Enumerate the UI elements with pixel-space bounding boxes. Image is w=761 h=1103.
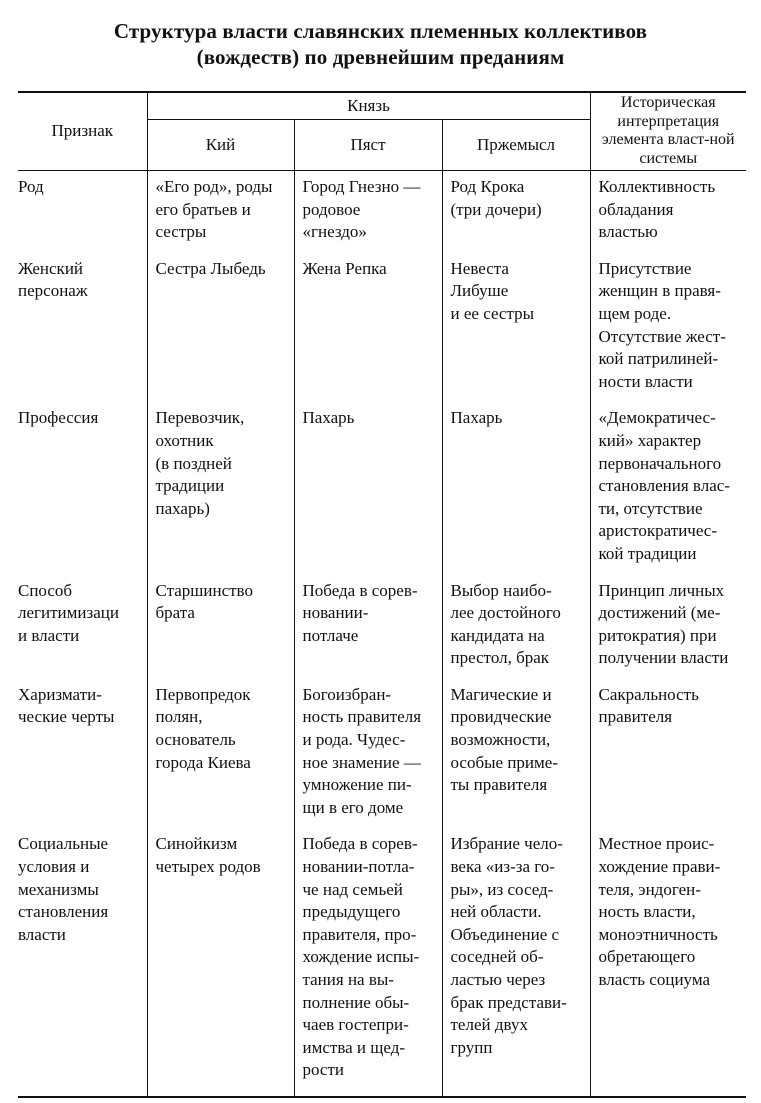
header-prince-przemysl: Пржемысл bbox=[442, 120, 590, 171]
table-row bbox=[18, 258, 746, 408]
document-title bbox=[0, 18, 761, 70]
row-feature: Род bbox=[18, 177, 44, 196]
table-row bbox=[18, 833, 746, 1097]
header-prince-pyast: Пяст bbox=[294, 120, 442, 171]
row-interpretation: Присутствие женщин в правя- щем роде. Отсутствие жест- кой патрилиней- ности власти bbox=[590, 258, 746, 408]
header-prince: Князь bbox=[147, 92, 590, 120]
row-kiy: Первопредок полян, основатель города Киева bbox=[147, 684, 294, 834]
row-pyast: Богоизбран- ность правителя и рода. Чудес- ное знамение — умножение пи- щи в его доме bbox=[294, 684, 442, 834]
title-line-2: (вождеств) по древнейшим преданиям bbox=[196, 45, 565, 69]
row-feature: Женский персонаж bbox=[18, 258, 88, 301]
row-przemysl: Род Крока (три дочери) bbox=[442, 171, 590, 258]
row-przemysl: Невеста Либуше и ее сестры bbox=[442, 258, 590, 408]
row-kiy: Сестра Лыбедь bbox=[147, 258, 294, 408]
row-przemysl: Магические и провидческие возможности, особые приме- ты правителя bbox=[442, 684, 590, 834]
title-line-1: Структура власти славянских племенных коллективов bbox=[113, 19, 648, 43]
header-interpretation-text: Историческая интерпретация элемента власт-ной системы bbox=[601, 94, 735, 167]
row-pyast: Победа в сорев- новании- потлаче bbox=[294, 580, 442, 684]
row-kiy: Перевозчик, охотник (в поздней традиции пахарь) bbox=[147, 407, 294, 579]
row-feature: Харизмати- ческие черты bbox=[18, 684, 115, 727]
row-pyast: Победа в сорев- новании-потла- че над семьей предыдущего правителя, про- хождение испы- тания на вы- полнение обы- чаев гостепри- имства и щед- рости bbox=[294, 833, 442, 1097]
row-feature: Профессия bbox=[18, 408, 99, 428]
table-header bbox=[18, 92, 746, 171]
row-przemysl: Выбор наибо- лее достойного кандидата на престол, брак bbox=[442, 580, 590, 684]
row-kiy: Старшинство брата bbox=[147, 580, 294, 684]
table-body bbox=[18, 171, 746, 1097]
row-przemysl: Избрание чело- века «из-за го- ры», из сосед- ней области. Объединение с соседней об- ластью через брак представи- телей двух групп bbox=[442, 833, 590, 1097]
table-row bbox=[18, 171, 746, 258]
row-pyast: Город Гнезно — родовое «гнездо» bbox=[294, 171, 442, 258]
table-row bbox=[18, 684, 746, 834]
header-feature: Признак bbox=[18, 92, 147, 171]
row-kiy: «Его род», роды его братьев и сестры bbox=[147, 171, 294, 258]
power-structure-table bbox=[18, 91, 746, 1098]
row-interpretation: «Демократичес- кий» характер первоначального становления влас- ти, отсутствие аристократичес- кой традиции bbox=[590, 407, 746, 579]
row-feature: Социальные условия и механизмы становления власти bbox=[18, 833, 147, 1097]
table-row bbox=[18, 407, 746, 579]
row-interpretation: Коллективность обладания властью bbox=[590, 171, 746, 258]
header-interpretation bbox=[590, 92, 746, 171]
header-prince-kiy: Кий bbox=[147, 120, 294, 171]
row-pyast: Жена Репка bbox=[294, 258, 442, 408]
row-interpretation: Сакральность правителя bbox=[590, 684, 746, 834]
row-interpretation: Принцип личных достижений (ме- ритократия) при получении власти bbox=[590, 580, 746, 684]
row-przemysl: Пахарь bbox=[442, 407, 590, 579]
table-row bbox=[18, 580, 746, 684]
row-interpretation: Местное проис- хождение прави- теля, эндоген- ность власти, моноэтничность обретающего власть социума bbox=[590, 833, 746, 1097]
row-kiy: Синойкизм четырех родов bbox=[147, 833, 294, 1097]
row-pyast: Пахарь bbox=[294, 407, 442, 579]
row-feature: Способ легитимизаци и власти bbox=[18, 580, 119, 645]
